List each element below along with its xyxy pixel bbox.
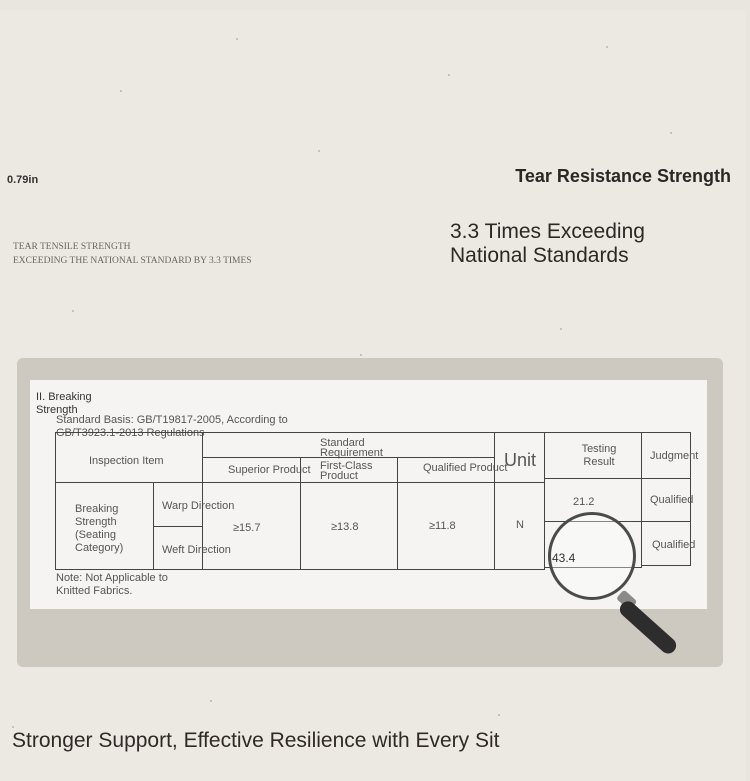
qualified-value: ≥11.8 (429, 520, 456, 532)
subtitle-line-1: TEAR TENSILE STRENGTH (13, 242, 131, 252)
thickness-label: 0.79in (7, 174, 39, 186)
item-breaking-strength: Breaking Strength (Seating Category) (75, 503, 124, 554)
standard-basis-line-1: Standard Basis: GB/T19817-2005, According to (56, 414, 288, 426)
headline-line-1: 3.3 Times Exceeding (450, 220, 645, 243)
warp-judgment: Qualified (650, 494, 694, 506)
subtitle-line-2: EXCEEDING THE NATIONAL STANDARD BY 3.3 TIMES (13, 256, 252, 266)
bottom-tagline: Stronger Support, Effective Resilience with Every Sit (12, 729, 500, 752)
header-standard-requirement: Standard Requirement (320, 437, 383, 459)
header-testing-result: Testing Result (581, 443, 617, 468)
first-class-value: ≥13.8 (331, 521, 359, 533)
magnifier-lens (548, 512, 636, 600)
unit-value: N (516, 519, 524, 531)
weft-judgment: Qualified (652, 539, 696, 551)
subtitle-block (13, 240, 252, 268)
standard-basis-line-2: GB/T3923.1-2013 Regulations (56, 427, 205, 439)
header-inspection-item: Inspection Item (89, 455, 164, 467)
superior-value: ≥15.7 (233, 522, 261, 534)
weft-direction: Weft Direction (162, 544, 231, 556)
header-superior-product: Superior Product (228, 464, 311, 476)
headline-line-2: National Standards (450, 244, 629, 267)
section-title-line-1: II. Breaking (36, 391, 92, 403)
section-title-line-2: Strength (36, 404, 78, 416)
warp-direction: Warp Direction (162, 500, 235, 512)
header-unit: Unit (504, 450, 537, 470)
note-line-1: Note: Not Applicable to (56, 572, 168, 584)
weft-result: 43.4 (552, 551, 576, 565)
header-judgment: Judgment (650, 450, 699, 462)
section-heading: Tear Resistance Strength (515, 166, 731, 186)
headline (450, 220, 645, 268)
warp-result: 21.2 (573, 496, 595, 508)
note-line-2: Knitted Fabrics. (56, 585, 133, 597)
header-qualified-product: Qualified Product (423, 462, 508, 474)
header-first-class-product: First-Class Product (320, 460, 373, 482)
